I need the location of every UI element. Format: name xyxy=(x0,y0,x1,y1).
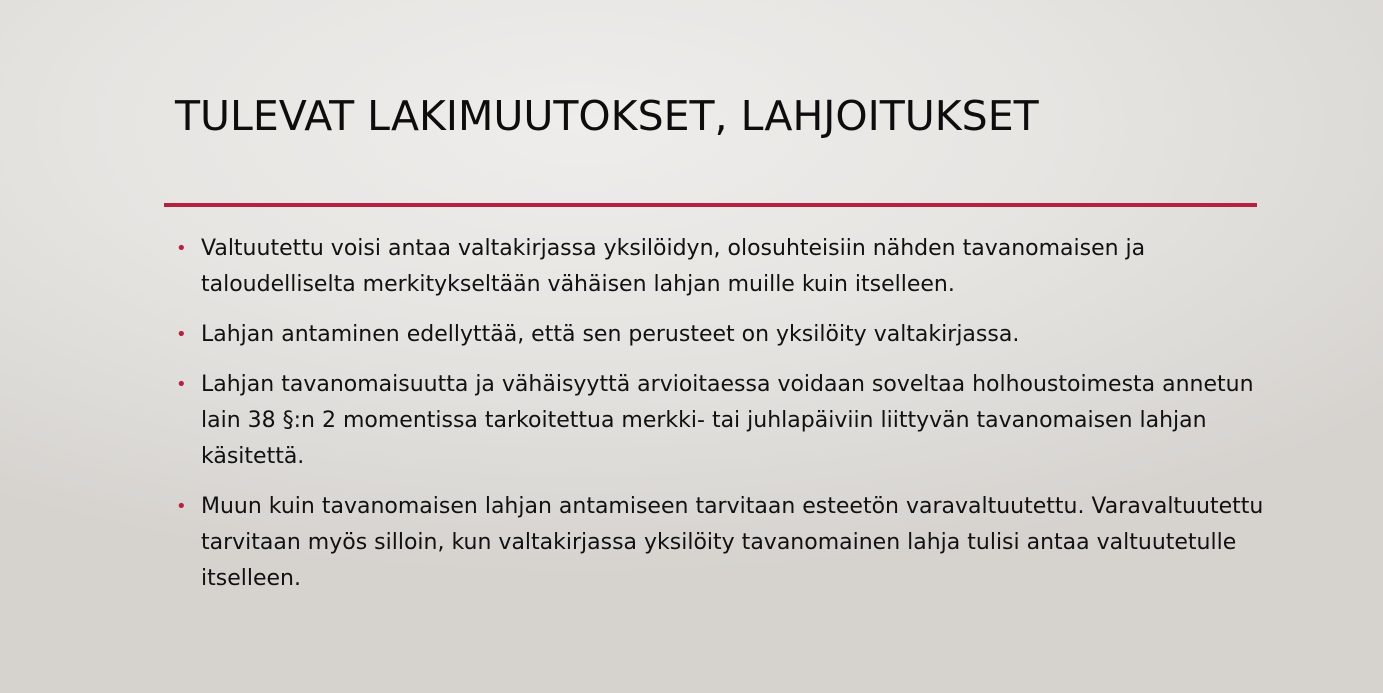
bullet-line: käsitettä. xyxy=(201,444,305,469)
bullet-line: Muun kuin tavanomaisen lahjan antamiseen tarvitaan esteetön varavaltuutettu. Varavaltuutettu xyxy=(201,494,1264,519)
bullet-line: tarvitaan myös silloin, kun valtakirjassa yksilöity tavanomainen lahja tulisi antaa valtuutetulle xyxy=(201,530,1237,555)
bullet-line: itselleen. xyxy=(201,566,301,591)
bullet-list xyxy=(176,231,1266,611)
bullet-dot-icon: • xyxy=(176,238,187,259)
bullet-line: Valtuutettu voisi antaa valtakirjassa yksilöidyn, olosuhteisiin nähden tavanomaisen ja xyxy=(201,236,1146,261)
bullet-line: Lahjan tavanomaisuutta ja vähäisyyttä arvioitaessa voidaan soveltaa holhoustoimesta annetun xyxy=(201,372,1254,397)
bullet-item-3 xyxy=(176,367,1266,475)
bullet-item-1 xyxy=(176,231,1266,303)
bullet-line: Lahjan antaminen edellyttää, että sen perusteet on yksilöity valtakirjassa. xyxy=(201,322,1020,347)
slide-title: TULEVAT LAKIMUUTOKSET, LAHJOITUKSET xyxy=(175,92,1039,140)
bullet-dot-icon: • xyxy=(176,496,187,517)
bullet-dot-icon: • xyxy=(176,374,187,395)
bullet-item-4 xyxy=(176,489,1266,597)
bullet-item-2 xyxy=(176,317,1266,353)
title-divider xyxy=(164,203,1257,207)
bullet-dot-icon: • xyxy=(176,324,187,345)
bullet-line: taloudelliselta merkitykseltään vähäisen lahjan muille kuin itselleen. xyxy=(201,272,955,297)
bullet-line: lain 38 §:n 2 momentissa tarkoitettua merkki- tai juhlapäiviin liittyvän tavanomaisen lahjan xyxy=(201,408,1207,433)
